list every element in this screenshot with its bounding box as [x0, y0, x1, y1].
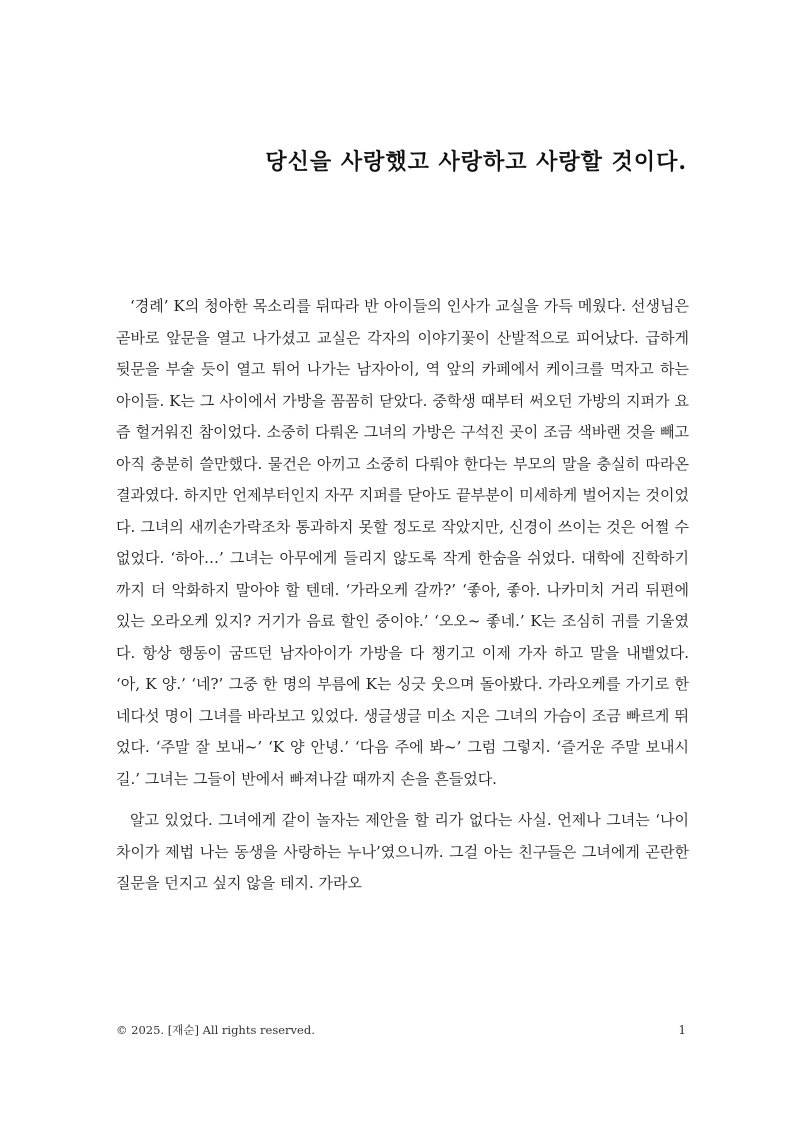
document-title: 당신을 사랑했고 사랑하고 사랑할 것이다.	[265, 148, 687, 175]
paragraph-2: 알고 있었다. 그녀에게 같이 놀자는 제안을 할 리가 없다는 사실. 언제나 그녀는 ‘나이 차이가 제법 나는 동생을 사랑하는 누나’였으니까. 그걸 아는 친구들은 그녀에게 곤란한 질문을 던지고 싶지 않을 테지. 가라오	[116, 811, 689, 892]
paragraph-1: ‘경례’ K의 청아한 목소리를 뒤따라 반 아이들의 인사가 교실을 가득 메웠다. 선생님은 곧바로 앞문을 열고 나가셨고 교실은 각자의 이야기꽃이 산발적으로 피어났다. 급하게 뒷문을 부술 듯이 열고 튀어 나가는 남자아이, 역 앞의 카페에서 케이크를 먹자고 하는 아이들. K는 그 사이에서 가방을 꼼꼼히 닫았다. 중학생 때부터 써오던 가방의 지퍼가 요즘 헐거워진 참이었다. 소중히 다뤄온 그녀의 가방은 구석진 곳이 조금 색바랜 것을 빼고 아직 충분히 쓸만했다. 물건은 아끼고 소중히 다뤄야 한다는 부모의 말을 충실히 따라온 결과였다. 하지만 언제부터인지 자꾸 지퍼를 닫아도 끝부분이 미세하게 벌어지는 것이었다. 그녀의 새끼손가락조차 통과하지 못할 정도로 작았지만, 신경이 쓰이는 것은 어쩔 수 없었다. ‘하아…’ 그녀는 아무에게 들리지 않도록 작게 한숨을 쉬었다. 대학에 진학하기까지 더 악화하지 말아야 할 텐데. ‘가라오케 갈까?’ ‘좋아, 좋아. 나카미치 거리 뒤편에 있는 오라오케 있지? 거기가 음료 할인 중이야.’ ‘오오~ 좋네.’ K는 조심히 귀를 기울였다. 항상 행동이 굼뜨던 남자아이가 가방을 다 챙기고 이제 가자 하고 말을 내뱉었다. ‘아, K 양.’ ‘네?’ 그중 한 명의 부름에 K는 싱긋 웃으며 돌아봤다. 가라오케를 가기로 한 네다섯 명이 그녀를 바라보고 있었다. 생글생글 미소 지은 그녀의 가슴이 조금 빠르게 뛰었다. ‘주말 잘 보내~’ ‘K 양 안녕.’ ‘다음 주에 봐~’ 그럼 그렇지. ‘즐거운 주말 보내시길.’ 그녀는 그들이 반에서 빠져나갈 때까지 손을 흔들었다.	[116, 297, 689, 788]
page-footer	[116, 1022, 686, 1038]
page-number: 1	[678, 1023, 686, 1037]
copyright-notice: © 2025. [재순] All rights reserved.	[116, 1023, 315, 1037]
story-body	[116, 291, 689, 900]
